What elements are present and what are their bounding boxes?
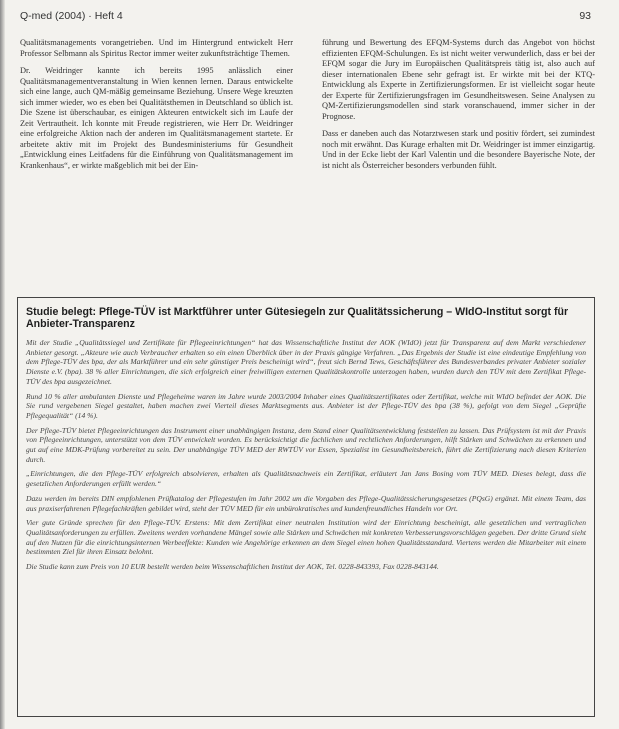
paragraph: Dass er daneben auch das Notarztwesen stark und positiv fördert, sei zumindest noch mit erwähnt. Das Kurage erhalten mit Dr. Weidringer ist immer einzigartig. Und in der Ecke liebt der Karl Valentin und die besondere Bayerische Note, der ist nicht als Österreicher besonders verbunden fühlt. [322,129,595,171]
page-number: 93 [579,10,591,22]
box-paragraph: Der Pflege-TÜV bietet Pflegeeinrichtungen das Instrument einer unabhängigen Instanz, dem Stand einer Qualitätsentwicklung feststellen zu lassen. Das Prüfsystem ist mit der Praxis von Pflegeeinrichtungen, unterstützt von dem TÜV entwickelt worden. Es berücksichtigt die fachlichen und rechtlichen Anforderungen, hilft Stärken und Schwächen zu erkennen und gut auf eine MDK-Prüfung vorbereitet zu sein. Der unabhängige TÜV MED der RWTÜV vor Essen, Spezialist im Gesundheitsbereich, führt die Zertifizierung nach diesen Kriterien durch. [26,425,586,464]
paragraph: führung und Bewertung des EFQM-Systems durch das Angebot von höchst effizienten EFQM-Schulungen. Es ist nicht weiter verwunderlich, dass er bei der EFQM sogar die Jury im Europäischen Qualitätspreis tätig ist, also auch auf dieser internationalen Ebene sehr gefragt ist. Er wirkte mit bei der KTQ-Entwicklung als Experte in Zertifizierungsformen. Er ist vielleicht sogar heute der Experte für Zertifizierungsfragen im Gesundheitswesen. Seine Analysen zu QM-Zertifizierungsmodellen sind stark voranschauend, immer sicher in der Prognose. [322,38,595,121]
box-title: Studie belegt: Pflege-TÜV ist Marktführer unter Gütesiegeln zur Qualitätssicherung – WIdO-Institut sorgt für Anbieter-Transparenz [26,306,569,330]
box-paragraph: Die Studie kann zum Preis von 10 EUR bestellt werden beim Wissenschaftlichen Institut der AOK, Tel. 0228-843393, Fax 0228-843144. [26,562,439,572]
running-header [20,10,591,26]
box-paragraph: Mit der Studie „Qualitätssiegel und Zertifikate für Pflegeeinrichtungen“ hat das Wissenschaftliche Institut der AOK (WIdO) jetzt für Transparenz auf dem Markt verschiedener Anbieter gesorgt. „Akteure wie auch Verbraucher erhalten so ein einen Überblick über in der Praxis gängige Verfahren. „Das Ergebnis der Studie ist eine eindeutige Empfehlung von dem Pflege-TÜV des bpa, der als Marktführer und ein sehr günstiger Preis bescheinigt wird“, freut sich Bernd Tews, Geschäftsführer des Bundesverbandes privater Anbieter sozialer Dienste e.V. (bpa). 38 % aller Einrichtungen, die sich erfolgreich einer freiwilligen externen Qualitätskontrolle unterzogen haben, wurden durch den TÜV mit dem Zertifikat Pflege-TÜV des bpa ausgezeichnet. [26,338,586,386]
paragraph: Dr. Weidringer kannte ich bereits 1995 anlässlich einer Qualitätsmanagementveranstaltung in Wien kennen lernen. Daraus entwickelte sich eine lange, auch QM-mäßig gemeinsame Beziehung. Unsere Wege kreuzten sich immer wieder, wo es eben bei Qualitätsthemen in Deutschland so üblich ist. Die Szene ist überschaubar, es einigen Akteuren entwickelt sich im Laufe der Zeit Vertrautheit. Ich konnte mit Freude registrieren, wie Herr Dr. Weidringer eine erfolgreiche Aktion nach der anderen im Qualitätsmanagement startete. Er arbeitete aktiv mit im Projekt des Bundesministeriums für Gesundheit „Entwicklung eines Leitfadens für die Einführung von Qualitätsmanagement im Krankenhaus“, er wirkte maßgeblich mit bei der Ein- [20,66,293,171]
journal-issue: Q-med (2004) · Heft 4 [20,10,123,22]
box-paragraph: Rund 10 % aller ambulanten Dienste und Pflegeheime waren im Jahre wurde 2003/2004 Inhaber eines Qualitätszertifikates oder Zertifikat, welche mit WIdO befindet der AOK. Die Sie rund vergebenen Siegel gestaltet, haben machen zwei Vierteil dieses Marktsegments aus. Anbieter ist der Pflege-TÜV des bpa (38 %), gefolgt von dem Siegel „Geprüfte Pflegequalität“ (14 %). [26,391,586,420]
binding-shadow [0,0,5,729]
paragraph: Qualitätsmanagements vorangetrieben. Und im Hintergrund entwickelt Herr Professor Selbmann als Spiritus Rector immer weiter zukunftsträchtige Themen. [20,38,293,58]
sidebar-box [17,297,595,717]
article-columns [20,38,595,292]
box-paragraph: Vier gute Gründe sprechen für den Pflege-TÜV. Erstens: Mit dem Zertifikat einer neutralen Institution wird der Einrichtung bescheinigt, alle gesetzlichen und vertraglichen Qualitätsanforderungen zu erfüllen. Zweitens werden vorhandene Mängel sowie alle Stärken und Schwächen mit konkreten Verbesserungsvorschlägen gegeben. Der dritte Grund sieht auf den Nutzen für die einrichtungsinternen Werbeeffekte: Kunden wie Angehörige erkennen an dem Siegel einen hohen Qualitätsstandard. Viertens werden die Mitarbeiter mit einem bestimmten Ziel für ihren Einsatz belohnt. [26,518,586,557]
right-column [322,38,595,179]
box-paragraph: Dazu werden im bereits DIN empfohlenen Prüfkatalog der Pflegestufen im Jahr 2002 um die Vorgaben des Pflege-Qualitätssicherungsgesetzes (PQsG) ergänzt. Mit einem Team, das aus praxiserfahrenen Pflegefachkräften gebildet wird, steht der TÜV MED für ein unbürokratisches und kundenfreundliches Handeln vor Ort. [26,493,586,513]
left-column [20,38,293,179]
box-paragraph: „Einrichtungen, die den Pflege-TÜV erfolgreich absolvieren, erhalten als Qualitätsnachweis ein Zertifikat, erläutert Jan Jans Bosing vom TÜV MED. Dieses belegt, dass die gesetzlichen Anforderungen erfüllt werden.“ [26,469,586,489]
